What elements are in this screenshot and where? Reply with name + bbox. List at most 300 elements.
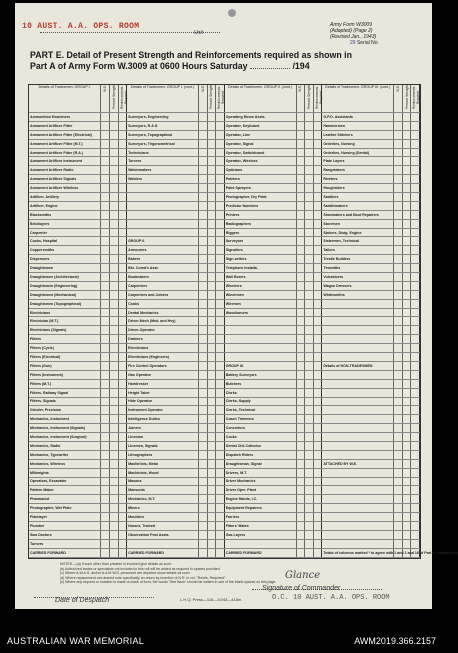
value-cell[interactable] bbox=[305, 406, 314, 415]
value-cell[interactable] bbox=[207, 335, 216, 344]
value-cell[interactable] bbox=[101, 495, 110, 504]
value-cell[interactable] bbox=[305, 157, 314, 166]
value-cell[interactable] bbox=[296, 539, 305, 548]
value-cell[interactable] bbox=[109, 130, 118, 139]
value-cell[interactable] bbox=[198, 459, 207, 468]
value-cell[interactable] bbox=[394, 513, 403, 522]
value-cell[interactable] bbox=[207, 468, 216, 477]
value-cell[interactable] bbox=[101, 175, 110, 184]
value-cell[interactable] bbox=[411, 166, 420, 175]
value-cell[interactable] bbox=[402, 433, 411, 442]
value-cell[interactable] bbox=[216, 513, 225, 522]
value-cell[interactable] bbox=[198, 406, 207, 415]
value-cell[interactable] bbox=[216, 379, 225, 388]
value-cell[interactable] bbox=[394, 468, 403, 477]
value-cell[interactable] bbox=[109, 255, 118, 264]
value-cell[interactable] bbox=[411, 299, 420, 308]
value-cell[interactable] bbox=[313, 539, 322, 548]
value-cell[interactable] bbox=[109, 175, 118, 184]
value-cell[interactable] bbox=[198, 113, 207, 122]
value-cell[interactable] bbox=[305, 335, 314, 344]
value-cell[interactable] bbox=[198, 121, 207, 130]
value-cell[interactable] bbox=[402, 353, 411, 362]
value-cell[interactable] bbox=[394, 326, 403, 335]
value-cell[interactable] bbox=[118, 335, 127, 344]
value-cell[interactable] bbox=[411, 370, 420, 379]
value-cell[interactable] bbox=[207, 228, 216, 237]
value-cell[interactable] bbox=[296, 353, 305, 362]
value-cell[interactable] bbox=[109, 237, 118, 246]
value-cell[interactable] bbox=[216, 433, 225, 442]
value-cell[interactable] bbox=[216, 299, 225, 308]
value-cell[interactable] bbox=[207, 264, 216, 273]
value-cell[interactable] bbox=[394, 361, 403, 370]
value-cell[interactable] bbox=[207, 433, 216, 442]
value-cell[interactable] bbox=[216, 370, 225, 379]
value-cell[interactable] bbox=[207, 370, 216, 379]
value-cell[interactable] bbox=[402, 255, 411, 264]
value-cell[interactable] bbox=[101, 273, 110, 282]
value-cell[interactable] bbox=[305, 273, 314, 282]
value-cell[interactable] bbox=[394, 397, 403, 406]
value-cell[interactable] bbox=[207, 255, 216, 264]
value-cell[interactable] bbox=[305, 193, 314, 202]
value-cell[interactable] bbox=[198, 148, 207, 157]
value-cell[interactable] bbox=[198, 504, 207, 513]
value-cell[interactable] bbox=[296, 264, 305, 273]
value-cell[interactable] bbox=[402, 317, 411, 326]
value-cell[interactable] bbox=[411, 273, 420, 282]
value-cell[interactable] bbox=[216, 184, 225, 193]
value-cell[interactable] bbox=[305, 210, 314, 219]
value-cell[interactable] bbox=[305, 433, 314, 442]
value-cell[interactable] bbox=[101, 184, 110, 193]
value-cell[interactable] bbox=[313, 415, 322, 424]
value-cell[interactable] bbox=[313, 281, 322, 290]
value-cell[interactable] bbox=[394, 477, 403, 486]
value-cell[interactable] bbox=[101, 210, 110, 219]
value-cell[interactable] bbox=[313, 308, 322, 317]
value-cell[interactable] bbox=[296, 290, 305, 299]
value-cell[interactable] bbox=[296, 415, 305, 424]
value-cell[interactable] bbox=[411, 530, 420, 539]
value-cell[interactable] bbox=[207, 406, 216, 415]
value-cell[interactable] bbox=[198, 361, 207, 370]
value-cell[interactable] bbox=[296, 121, 305, 130]
value-cell[interactable] bbox=[305, 397, 314, 406]
value-cell[interactable] bbox=[305, 513, 314, 522]
value-cell[interactable] bbox=[101, 468, 110, 477]
value-cell[interactable] bbox=[216, 548, 225, 557]
value-cell[interactable] bbox=[109, 317, 118, 326]
value-cell[interactable] bbox=[313, 210, 322, 219]
value-cell[interactable] bbox=[305, 237, 314, 246]
value-cell[interactable] bbox=[313, 184, 322, 193]
value-cell[interactable] bbox=[305, 175, 314, 184]
value-cell[interactable] bbox=[402, 441, 411, 450]
value-cell[interactable] bbox=[305, 228, 314, 237]
value-cell[interactable] bbox=[216, 237, 225, 246]
value-cell[interactable] bbox=[305, 255, 314, 264]
value-cell[interactable] bbox=[402, 237, 411, 246]
value-cell[interactable] bbox=[198, 388, 207, 397]
value-cell[interactable] bbox=[109, 530, 118, 539]
value-cell[interactable] bbox=[109, 388, 118, 397]
value-cell[interactable] bbox=[198, 317, 207, 326]
value-cell[interactable] bbox=[207, 397, 216, 406]
value-cell[interactable] bbox=[198, 184, 207, 193]
value-cell[interactable] bbox=[411, 175, 420, 184]
value-cell[interactable] bbox=[296, 317, 305, 326]
value-cell[interactable] bbox=[198, 299, 207, 308]
value-cell[interactable] bbox=[305, 548, 314, 557]
value-cell[interactable] bbox=[118, 504, 127, 513]
value-cell[interactable] bbox=[109, 521, 118, 530]
value-cell[interactable] bbox=[207, 130, 216, 139]
value-cell[interactable] bbox=[118, 477, 127, 486]
value-cell[interactable] bbox=[402, 415, 411, 424]
value-cell[interactable] bbox=[296, 246, 305, 255]
value-cell[interactable] bbox=[101, 415, 110, 424]
value-cell[interactable] bbox=[207, 139, 216, 148]
value-cell[interactable] bbox=[101, 459, 110, 468]
value-cell[interactable] bbox=[313, 317, 322, 326]
value-cell[interactable] bbox=[101, 281, 110, 290]
value-cell[interactable] bbox=[411, 441, 420, 450]
value-cell[interactable] bbox=[216, 308, 225, 317]
value-cell[interactable] bbox=[118, 157, 127, 166]
value-cell[interactable] bbox=[109, 353, 118, 362]
value-cell[interactable] bbox=[198, 468, 207, 477]
value-cell[interactable] bbox=[402, 193, 411, 202]
value-cell[interactable] bbox=[305, 504, 314, 513]
value-cell[interactable] bbox=[109, 379, 118, 388]
value-cell[interactable] bbox=[411, 121, 420, 130]
value-cell[interactable] bbox=[313, 441, 322, 450]
value-cell[interactable] bbox=[296, 237, 305, 246]
value-cell[interactable] bbox=[101, 264, 110, 273]
value-cell[interactable] bbox=[207, 530, 216, 539]
value-cell[interactable] bbox=[402, 361, 411, 370]
value-cell[interactable] bbox=[411, 477, 420, 486]
value-cell[interactable] bbox=[411, 113, 420, 122]
value-cell[interactable] bbox=[402, 486, 411, 495]
value-cell[interactable] bbox=[198, 344, 207, 353]
value-cell[interactable] bbox=[305, 308, 314, 317]
value-cell[interactable] bbox=[216, 273, 225, 282]
value-cell[interactable] bbox=[109, 210, 118, 219]
value-cell[interactable] bbox=[402, 513, 411, 522]
value-cell[interactable] bbox=[118, 219, 127, 228]
value-cell[interactable] bbox=[313, 406, 322, 415]
value-cell[interactable] bbox=[101, 201, 110, 210]
value-cell[interactable] bbox=[402, 468, 411, 477]
value-cell[interactable] bbox=[305, 344, 314, 353]
value-cell[interactable] bbox=[216, 193, 225, 202]
value-cell[interactable] bbox=[402, 388, 411, 397]
value-cell[interactable] bbox=[118, 237, 127, 246]
value-cell[interactable] bbox=[411, 148, 420, 157]
value-cell[interactable] bbox=[411, 353, 420, 362]
value-cell[interactable] bbox=[296, 344, 305, 353]
value-cell[interactable] bbox=[305, 539, 314, 548]
value-cell[interactable] bbox=[207, 521, 216, 530]
value-cell[interactable] bbox=[402, 228, 411, 237]
value-cell[interactable] bbox=[394, 317, 403, 326]
value-cell[interactable] bbox=[411, 246, 420, 255]
value-cell[interactable] bbox=[118, 513, 127, 522]
value-cell[interactable] bbox=[411, 139, 420, 148]
value-cell[interactable] bbox=[394, 121, 403, 130]
value-cell[interactable] bbox=[118, 521, 127, 530]
value-cell[interactable] bbox=[101, 166, 110, 175]
value-cell[interactable] bbox=[402, 308, 411, 317]
value-cell[interactable] bbox=[198, 193, 207, 202]
value-cell[interactable] bbox=[296, 388, 305, 397]
value-cell[interactable] bbox=[216, 175, 225, 184]
value-cell[interactable] bbox=[118, 441, 127, 450]
value-cell[interactable] bbox=[118, 459, 127, 468]
value-cell[interactable] bbox=[216, 361, 225, 370]
value-cell[interactable] bbox=[216, 148, 225, 157]
value-cell[interactable] bbox=[305, 415, 314, 424]
value-cell[interactable] bbox=[198, 530, 207, 539]
value-cell[interactable] bbox=[394, 290, 403, 299]
value-cell[interactable] bbox=[101, 228, 110, 237]
value-cell[interactable] bbox=[305, 370, 314, 379]
value-cell[interactable] bbox=[198, 219, 207, 228]
value-cell[interactable] bbox=[411, 504, 420, 513]
value-cell[interactable] bbox=[296, 379, 305, 388]
value-cell[interactable] bbox=[109, 157, 118, 166]
value-cell[interactable] bbox=[313, 175, 322, 184]
value-cell[interactable] bbox=[394, 210, 403, 219]
value-cell[interactable] bbox=[198, 237, 207, 246]
value-cell[interactable] bbox=[296, 361, 305, 370]
value-cell[interactable] bbox=[101, 139, 110, 148]
value-cell[interactable] bbox=[198, 308, 207, 317]
value-cell[interactable] bbox=[296, 495, 305, 504]
value-cell[interactable] bbox=[207, 513, 216, 522]
value-cell[interactable] bbox=[411, 201, 420, 210]
value-cell[interactable] bbox=[101, 353, 110, 362]
value-cell[interactable] bbox=[101, 148, 110, 157]
value-cell[interactable] bbox=[305, 459, 314, 468]
value-cell[interactable] bbox=[216, 504, 225, 513]
value-cell[interactable] bbox=[394, 379, 403, 388]
value-cell[interactable] bbox=[411, 228, 420, 237]
value-cell[interactable] bbox=[118, 121, 127, 130]
value-cell[interactable] bbox=[394, 193, 403, 202]
value-cell[interactable] bbox=[394, 504, 403, 513]
value-cell[interactable] bbox=[402, 175, 411, 184]
value-cell[interactable] bbox=[394, 246, 403, 255]
value-cell[interactable] bbox=[216, 406, 225, 415]
value-cell[interactable] bbox=[101, 290, 110, 299]
value-cell[interactable] bbox=[402, 201, 411, 210]
value-cell[interactable] bbox=[402, 290, 411, 299]
value-cell[interactable] bbox=[411, 237, 420, 246]
value-cell[interactable] bbox=[394, 441, 403, 450]
value-cell[interactable] bbox=[207, 157, 216, 166]
value-cell[interactable] bbox=[394, 459, 403, 468]
value-cell[interactable] bbox=[101, 335, 110, 344]
value-cell[interactable] bbox=[402, 450, 411, 459]
value-cell[interactable] bbox=[207, 361, 216, 370]
value-cell[interactable] bbox=[296, 548, 305, 557]
value-cell[interactable] bbox=[313, 530, 322, 539]
value-cell[interactable] bbox=[411, 130, 420, 139]
value-cell[interactable] bbox=[101, 379, 110, 388]
value-cell[interactable] bbox=[313, 361, 322, 370]
value-cell[interactable] bbox=[402, 495, 411, 504]
value-cell[interactable] bbox=[207, 281, 216, 290]
value-cell[interactable] bbox=[216, 521, 225, 530]
value-cell[interactable] bbox=[198, 548, 207, 557]
value-cell[interactable] bbox=[207, 273, 216, 282]
value-cell[interactable] bbox=[411, 210, 420, 219]
value-cell[interactable] bbox=[216, 113, 225, 122]
value-cell[interactable] bbox=[305, 468, 314, 477]
value-cell[interactable] bbox=[216, 344, 225, 353]
value-cell[interactable] bbox=[305, 495, 314, 504]
value-cell[interactable] bbox=[402, 530, 411, 539]
value-cell[interactable] bbox=[109, 290, 118, 299]
value-cell[interactable] bbox=[198, 424, 207, 433]
value-cell[interactable] bbox=[198, 273, 207, 282]
value-cell[interactable] bbox=[402, 264, 411, 273]
value-cell[interactable] bbox=[216, 281, 225, 290]
value-cell[interactable] bbox=[313, 326, 322, 335]
value-cell[interactable] bbox=[101, 424, 110, 433]
value-cell[interactable] bbox=[305, 113, 314, 122]
value-cell[interactable] bbox=[118, 308, 127, 317]
value-cell[interactable] bbox=[313, 379, 322, 388]
value-cell[interactable] bbox=[296, 477, 305, 486]
value-cell[interactable] bbox=[101, 433, 110, 442]
value-cell[interactable] bbox=[313, 255, 322, 264]
value-cell[interactable] bbox=[118, 175, 127, 184]
value-cell[interactable] bbox=[394, 335, 403, 344]
value-cell[interactable] bbox=[305, 530, 314, 539]
value-cell[interactable] bbox=[207, 175, 216, 184]
value-cell[interactable] bbox=[109, 166, 118, 175]
value-cell[interactable] bbox=[394, 299, 403, 308]
value-cell[interactable] bbox=[313, 486, 322, 495]
value-cell[interactable] bbox=[411, 424, 420, 433]
value-cell[interactable] bbox=[296, 157, 305, 166]
value-cell[interactable] bbox=[101, 255, 110, 264]
value-cell[interactable] bbox=[394, 539, 403, 548]
value-cell[interactable] bbox=[216, 495, 225, 504]
value-cell[interactable] bbox=[313, 388, 322, 397]
value-cell[interactable] bbox=[402, 370, 411, 379]
value-cell[interactable] bbox=[207, 193, 216, 202]
value-cell[interactable] bbox=[411, 450, 420, 459]
value-cell[interactable] bbox=[313, 521, 322, 530]
value-cell[interactable] bbox=[118, 468, 127, 477]
value-cell[interactable] bbox=[118, 539, 127, 548]
value-cell[interactable] bbox=[411, 193, 420, 202]
value-cell[interactable] bbox=[411, 317, 420, 326]
value-cell[interactable] bbox=[109, 397, 118, 406]
value-cell[interactable] bbox=[305, 121, 314, 130]
value-cell[interactable] bbox=[402, 379, 411, 388]
value-cell[interactable] bbox=[109, 441, 118, 450]
value-cell[interactable] bbox=[313, 201, 322, 210]
value-cell[interactable] bbox=[296, 459, 305, 468]
value-cell[interactable] bbox=[402, 273, 411, 282]
value-cell[interactable] bbox=[305, 219, 314, 228]
value-cell[interactable] bbox=[109, 415, 118, 424]
value-cell[interactable] bbox=[109, 468, 118, 477]
value-cell[interactable] bbox=[198, 130, 207, 139]
value-cell[interactable] bbox=[109, 513, 118, 522]
value-cell[interactable] bbox=[118, 201, 127, 210]
value-cell[interactable] bbox=[109, 539, 118, 548]
value-cell[interactable] bbox=[305, 353, 314, 362]
value-cell[interactable] bbox=[216, 335, 225, 344]
value-cell[interactable] bbox=[394, 495, 403, 504]
value-cell[interactable] bbox=[109, 406, 118, 415]
value-cell[interactable] bbox=[118, 148, 127, 157]
value-cell[interactable] bbox=[198, 175, 207, 184]
value-cell[interactable] bbox=[296, 468, 305, 477]
value-cell[interactable] bbox=[296, 486, 305, 495]
value-cell[interactable] bbox=[207, 290, 216, 299]
value-cell[interactable] bbox=[198, 450, 207, 459]
value-cell[interactable] bbox=[198, 397, 207, 406]
value-cell[interactable] bbox=[118, 264, 127, 273]
value-cell[interactable] bbox=[198, 495, 207, 504]
value-cell[interactable] bbox=[313, 121, 322, 130]
value-cell[interactable] bbox=[118, 424, 127, 433]
value-cell[interactable] bbox=[118, 290, 127, 299]
value-cell[interactable] bbox=[118, 246, 127, 255]
value-cell[interactable] bbox=[402, 148, 411, 157]
value-cell[interactable] bbox=[296, 139, 305, 148]
value-cell[interactable] bbox=[305, 246, 314, 255]
value-cell[interactable] bbox=[411, 157, 420, 166]
value-cell[interactable] bbox=[216, 201, 225, 210]
value-cell[interactable] bbox=[313, 237, 322, 246]
value-cell[interactable] bbox=[207, 450, 216, 459]
value-cell[interactable] bbox=[313, 139, 322, 148]
value-cell[interactable] bbox=[109, 308, 118, 317]
value-cell[interactable] bbox=[198, 370, 207, 379]
value-cell[interactable] bbox=[118, 299, 127, 308]
value-cell[interactable] bbox=[305, 290, 314, 299]
value-cell[interactable] bbox=[394, 281, 403, 290]
value-cell[interactable] bbox=[118, 388, 127, 397]
value-cell[interactable] bbox=[313, 157, 322, 166]
value-cell[interactable] bbox=[402, 166, 411, 175]
value-cell[interactable] bbox=[313, 228, 322, 237]
value-cell[interactable] bbox=[313, 299, 322, 308]
value-cell[interactable] bbox=[207, 424, 216, 433]
value-cell[interactable] bbox=[394, 353, 403, 362]
value-cell[interactable] bbox=[402, 121, 411, 130]
value-cell[interactable] bbox=[101, 361, 110, 370]
value-cell[interactable] bbox=[198, 210, 207, 219]
value-cell[interactable] bbox=[296, 113, 305, 122]
value-cell[interactable] bbox=[296, 130, 305, 139]
value-cell[interactable] bbox=[305, 424, 314, 433]
value-cell[interactable] bbox=[394, 424, 403, 433]
value-cell[interactable] bbox=[394, 130, 403, 139]
value-cell[interactable] bbox=[207, 210, 216, 219]
value-cell[interactable] bbox=[402, 335, 411, 344]
